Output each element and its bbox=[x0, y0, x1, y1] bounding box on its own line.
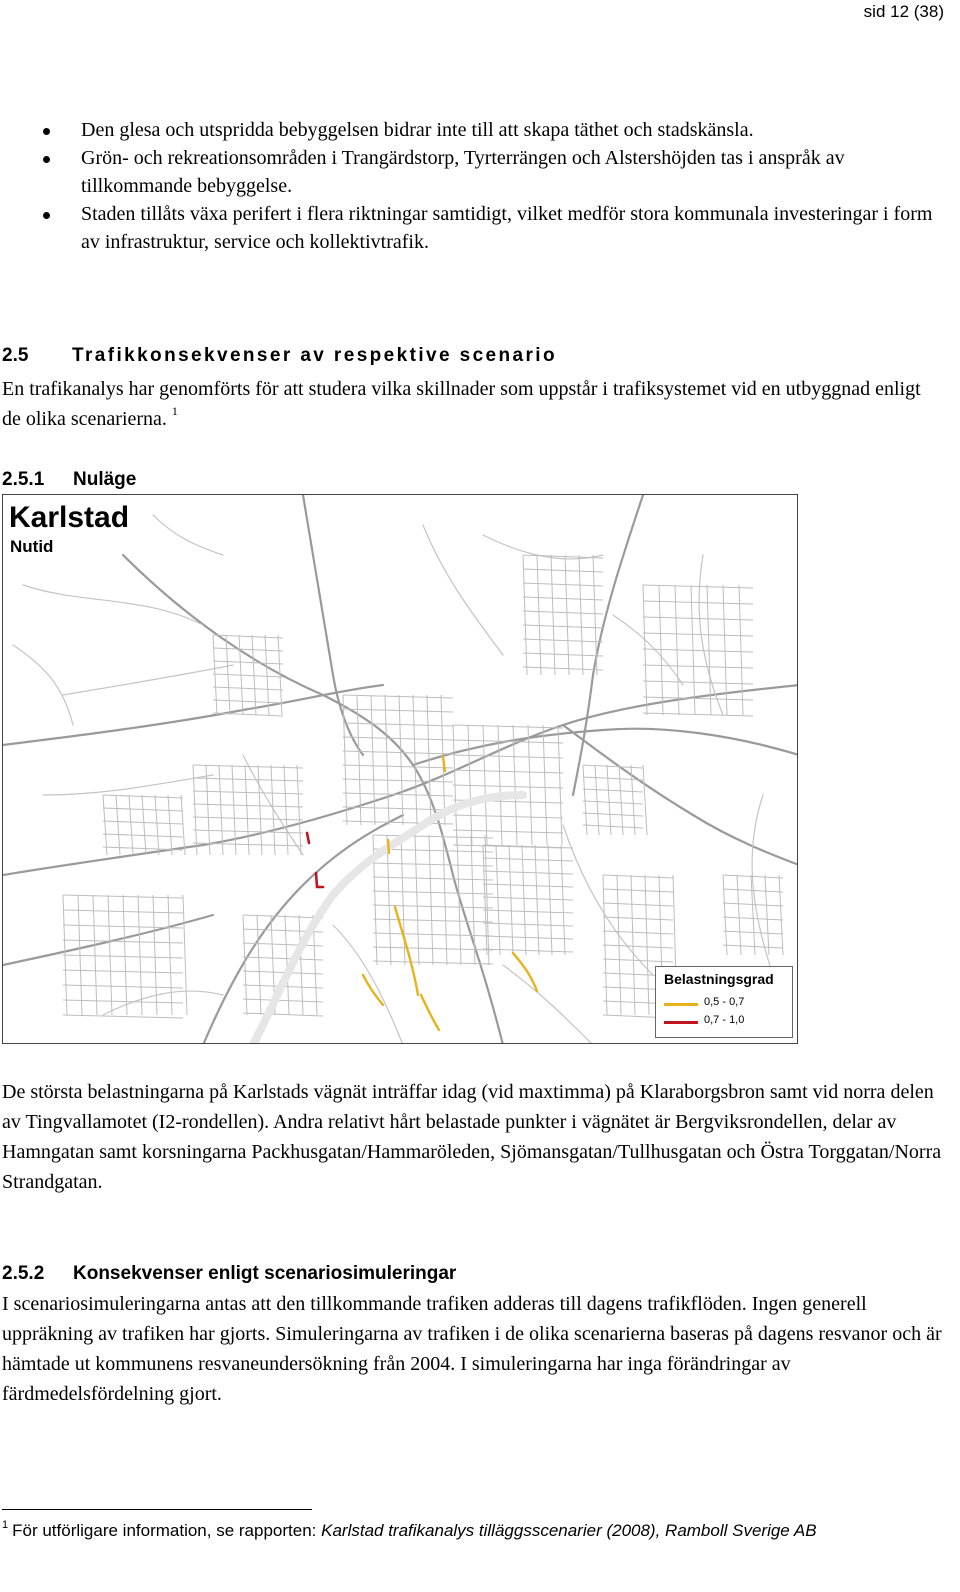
footnote bbox=[2, 1520, 902, 1542]
legend-label: 0,5 - 0,7 bbox=[704, 996, 745, 1008]
bullet-text: Grön- och rekreationsområden i Trangärdstorp, Tyrterrängen och Alstershöjden tas i anspråk av tillkommande bebyggelse. bbox=[81, 147, 845, 197]
legend-title: Belastningsgrad bbox=[664, 971, 774, 987]
footnote-divider bbox=[2, 1509, 312, 1510]
section-number: 2.5.2 bbox=[2, 1263, 45, 1284]
bullet-item bbox=[40, 144, 940, 200]
bullet-item bbox=[40, 200, 940, 256]
section-title: Trafikkonsekvenser av respektive scenario bbox=[72, 345, 557, 366]
section-2-5-2-paragraph: I scenariosimuleringarna antas att den tillkommande trafiken adderas till dagens trafikflöden. Ingen generell uppräkning av trafiken har gjorts. Simuleringarna av trafiken i de olika scenarierna baseras på dagens resvanor och är hämtade ut kommunens resvaneundersökning från 2004. I simuleringarna har inga förändringar av färdmedelsfördelning gjort. bbox=[2, 1293, 942, 1405]
legend-swatch bbox=[664, 1003, 698, 1006]
section-2-5-1-paragraph: De största belastningarna på Karlstads vägnät inträffar idag (vid maxtimma) på Klaraborgsbron samt vid norra delen av Tingvallamotet (I2-rondellen). Andra relativt hårt belastade punkter i vägnätet är Bergviksrondellen, delar av Hamngatan samt korsningarna Packhusgatan/Hammaröleden, Sjömansgatan/Tullhusgatan och Östra Torggatan/Norra Strandgatan. bbox=[2, 1081, 942, 1193]
section-heading-2-5-2 bbox=[2, 1263, 456, 1285]
map-legend bbox=[655, 966, 793, 1038]
section-number: 2.5.1 bbox=[2, 469, 45, 490]
bullet-dot bbox=[43, 212, 50, 219]
map-title: Karlstad bbox=[9, 501, 130, 534]
section-2-5-paragraph bbox=[2, 374, 942, 434]
bullet-dot bbox=[43, 156, 50, 163]
footnote-text: För utförligare information, se rapporten: bbox=[12, 1521, 322, 1540]
bullet-list bbox=[40, 116, 940, 256]
section-heading-2-5-1 bbox=[2, 469, 136, 491]
load-segment-yellow bbox=[388, 840, 389, 853]
section-title: Nuläge bbox=[73, 469, 137, 490]
section-heading-2-5 bbox=[2, 345, 557, 367]
page-number: sid 12 (38) bbox=[863, 2, 944, 21]
section-title: Konsekvenser enligt scenariosimuleringar bbox=[73, 1263, 457, 1284]
bullet-item bbox=[40, 116, 940, 144]
map-subtitle: Nutid bbox=[10, 537, 54, 556]
footnote-number: 1 bbox=[2, 1519, 9, 1531]
bullet-dot bbox=[43, 128, 50, 135]
map-figure bbox=[2, 494, 798, 1044]
bullet-text: Den glesa och utspridda bebyggelsen bidrar inte till att skapa täthet och stadskänsla. bbox=[81, 119, 754, 141]
legend-label: 0,7 - 1,0 bbox=[704, 1014, 745, 1026]
legend-swatch bbox=[664, 1021, 698, 1024]
paragraph-text: En trafikanalys har genomförts för att studera vilka skillnader som uppstår i trafiksystemet vid en utbyggnad enligt de olika scenarierna. bbox=[2, 378, 921, 430]
footnote-citation: Karlstad trafikanalys tilläggsscenarier (2008), Ramboll Sverige AB bbox=[321, 1521, 817, 1540]
footnote-reference[interactable]: 1 bbox=[171, 404, 178, 418]
section-number: 2.5 bbox=[2, 345, 29, 366]
road-network-map bbox=[3, 495, 798, 1044]
bullet-text: Staden tillåts växa perifert i flera riktningar samtidigt, vilket medför stora kommunala investeringar i form av infrastruktur, service och kollektivtrafik. bbox=[81, 203, 933, 253]
